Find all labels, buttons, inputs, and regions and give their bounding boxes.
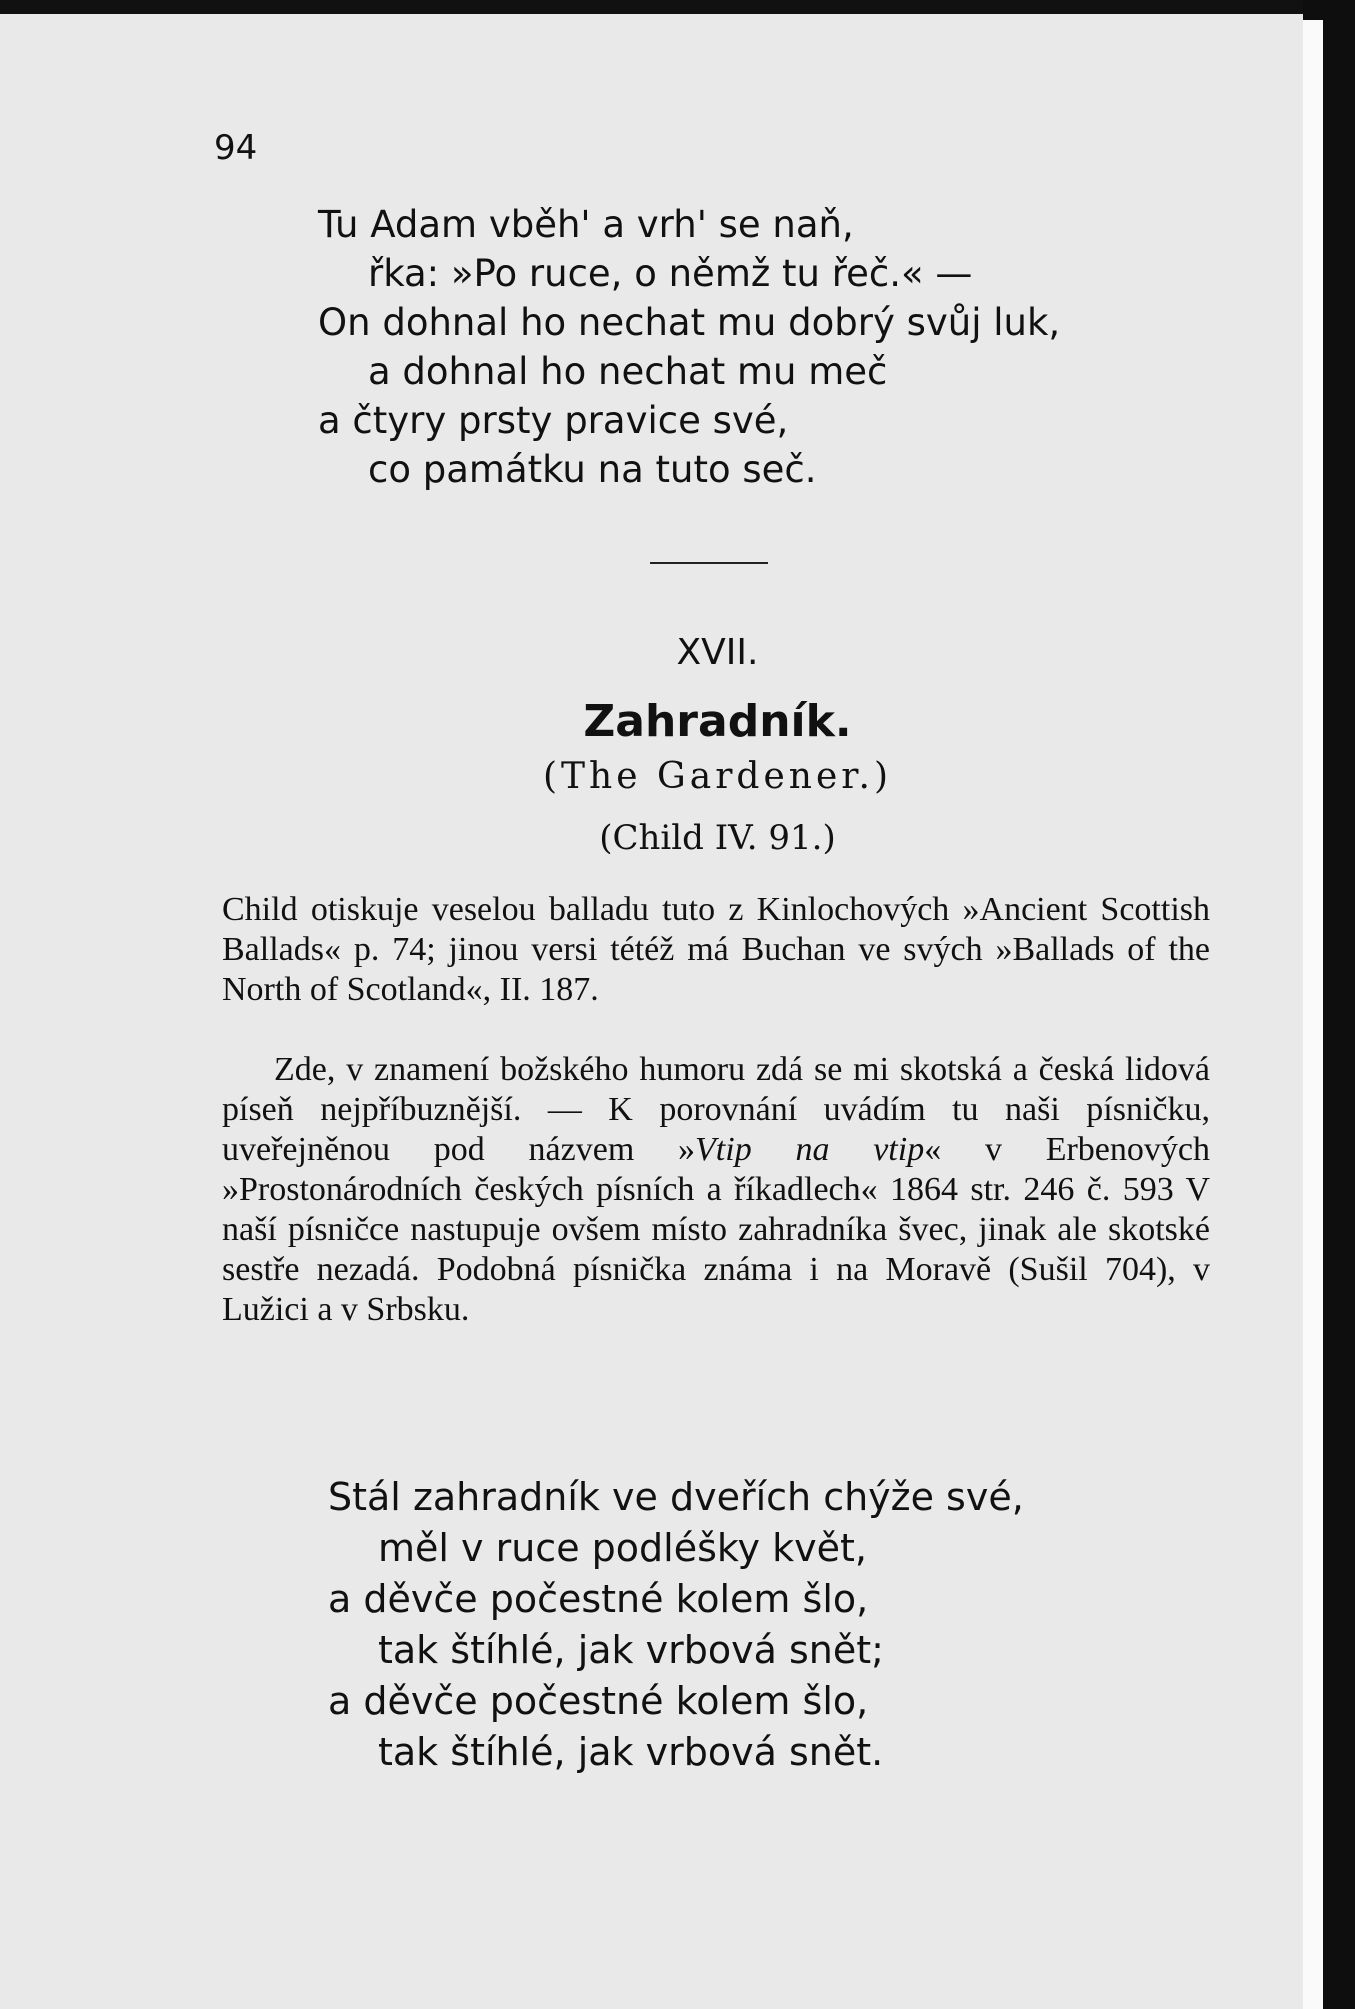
- verse-line: On dohnal ho nechat mu dobrý svůj luk,: [318, 301, 1061, 344]
- scan-top-border: [0, 0, 1355, 14]
- section-divider: [650, 562, 768, 564]
- verse-line: měl v ruce podléšky květ,: [378, 1526, 867, 1570]
- section-subtitle: (The Gardener.): [542, 756, 892, 797]
- section-title: Zahradník.: [583, 696, 852, 747]
- verse-line: Stál zahradník ve dveřích chýže své,: [328, 1475, 1024, 1519]
- verse-line: Tu Adam vběh' a vrh' se naň,: [318, 203, 854, 246]
- verse-stanza-top: [318, 200, 1060, 494]
- verse-line: tak štíhlé, jak vrbová snět.: [378, 1730, 884, 1774]
- prose-paragraph-2: [222, 1050, 1210, 1330]
- section-number: XVII.: [676, 632, 759, 673]
- page-number: 94: [214, 128, 258, 168]
- prose-italic-title: Vtip na vtip: [695, 1131, 925, 1168]
- verse-line: a dohnal ho nechat mu meč: [368, 350, 888, 393]
- section-reference: (Child IV. 91.): [599, 818, 836, 858]
- prose-text: Zde, v znamení božského humoru zdá se mi skotská a česká lidová píseň nejpříbuznější. — K porovnání uvádím tu naši písničku, uveřejněnou pod názvem »: [222, 1051, 1210, 1168]
- verse-stanza-bottom: [328, 1472, 1024, 1778]
- prose-paragraph-1: Child otiskuje veselou balladu tuto z Kinlochových »Ancient Scottish Ballads« p. 74; jinou versi tétéž má Buchan ve svých »Ballads of the North of Scotland«, II. 187.: [222, 891, 1210, 1008]
- verse-line: a děvče počestné kolem šlo,: [328, 1679, 869, 1723]
- prose-text: « v Erbenových »Prostonárodních českých písních a říkadlech« 1864 str. 246 č. 593 V naší písničce nastupuje ovšem místo zahradníka švec, jinak ale skotské sestře nezadá. Podobná písnička známa i na Moravě (Sušil 704), v Lužici a v Srbsku.: [222, 1131, 1210, 1328]
- verse-line: tak štíhlé, jak vrbová snět;: [378, 1628, 884, 1672]
- verse-line: a děvče počestné kolem šlo,: [328, 1577, 869, 1621]
- verse-line: řka: »Po ruce, o němž tu řeč.« —: [368, 252, 973, 295]
- scan-right-border: [1303, 0, 1355, 2009]
- verse-line: a čtyry prsty pravice své,: [318, 399, 789, 442]
- verse-line: co památku na tuto seč.: [368, 448, 817, 491]
